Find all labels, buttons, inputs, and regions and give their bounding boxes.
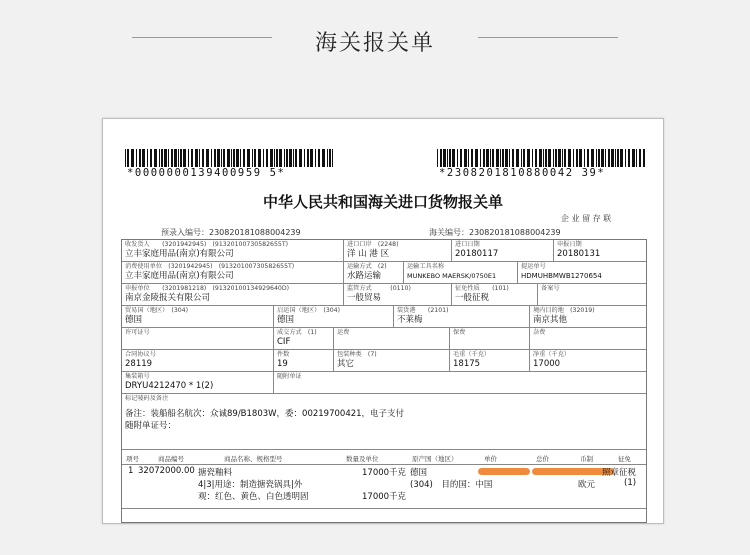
- cell-declarant: 申报单位 (3201981218) (91320100134929640D) 南京金陵报关有限公司: [122, 284, 344, 306]
- barcode-bar: [486, 149, 489, 167]
- goods-origin-2: (304) 目的国：中国: [410, 480, 493, 490]
- barcode-bar: [188, 149, 189, 167]
- barcode-bar: [573, 149, 574, 167]
- barcode-bar: [437, 149, 438, 167]
- goods-item-no: 1: [128, 466, 134, 476]
- cell-transport-mode: 运输方式 (2) 水路运输: [344, 262, 404, 284]
- barcode-bar: [329, 149, 331, 167]
- barcode-bar: [236, 149, 239, 167]
- goods-col-item: 项号: [126, 455, 139, 463]
- cell-record-no: 备案号: [538, 284, 646, 306]
- barcode-bar: [562, 149, 563, 167]
- barcode-bar: [164, 149, 167, 167]
- barcode-bar: [211, 149, 212, 167]
- barcode-bar: [223, 149, 225, 167]
- goods-bottom-rule: [122, 508, 646, 509]
- cell-load-port: 装货港 (2101) 不莱梅: [394, 306, 530, 328]
- barcode-bar: [523, 149, 525, 167]
- goods-header-rule: [122, 464, 646, 465]
- cell-pack-type: 包装种类 (7) 其它: [334, 350, 450, 372]
- barcode-bar: [505, 149, 508, 167]
- barcode-bar: [639, 149, 641, 167]
- cell-import-date: 进口日期 20180117: [452, 240, 554, 262]
- cell-tax-nature: 征免性质 (101) 一般征税: [452, 284, 538, 306]
- barcode-bar: [270, 149, 273, 167]
- barcode-bar: [545, 149, 547, 167]
- cell-consumer: 消费使用单位 (3201942945) (91320100730582655T) 立丰家庭用品(南京)有限公司: [122, 262, 344, 284]
- barcode-bar: [318, 149, 320, 167]
- cell-port: 进口口岸 (2248) 洋 山 港 区: [344, 240, 452, 262]
- barcode-bar: [168, 149, 169, 167]
- copy-label: 企 业 留 存 联: [561, 214, 612, 223]
- cell-freight: 运费: [334, 328, 450, 350]
- cell-license: 许可证号: [122, 328, 274, 350]
- barcode-bar: [587, 149, 589, 167]
- barcode-bar: [310, 149, 313, 167]
- barcode-bar: [263, 149, 264, 167]
- goods-name-line2: 4|3|用途：制造搪瓷锅具|外: [198, 480, 303, 490]
- cell-gross-weight: 毛重（千克） 18175: [450, 350, 530, 372]
- barcode-bar: [555, 149, 557, 167]
- barcode-bar: [584, 149, 585, 167]
- barcode-bar: [468, 149, 469, 167]
- barcode-bar: [147, 149, 148, 167]
- barcode-bar: [628, 149, 630, 167]
- goods-name-line3: 观：红色、黄色、白色透明固: [198, 492, 309, 502]
- barcode-left: [125, 149, 333, 167]
- barcode-bar: [543, 149, 544, 167]
- barcode-bar: [449, 149, 451, 167]
- barcode-bar: [617, 149, 619, 167]
- barcode-bar: [452, 149, 455, 167]
- goods-origin-1: 德国: [410, 468, 428, 478]
- barcode-bar: [591, 149, 594, 167]
- barcode-bar: [596, 149, 597, 167]
- barcode-bar: [252, 149, 253, 167]
- barcode-bar: [266, 149, 268, 167]
- barcode-bar: [171, 149, 173, 167]
- barcode-bar: [480, 149, 481, 167]
- cell-origin-country: 启运国（地区） (304) 德国: [274, 306, 394, 328]
- barcode-bar: [284, 149, 285, 167]
- cell-destination: 境内目的地 (32019) 南京其他: [530, 306, 646, 328]
- goods-col-currency: 币制: [580, 455, 593, 463]
- barcode-bar: [548, 149, 551, 167]
- barcode-bar: [286, 149, 288, 167]
- barcode-bar: [174, 149, 177, 167]
- cell-trade-terms: 成交方式 (1) CIF: [274, 328, 334, 350]
- cell-documents: 随附单证: [274, 372, 646, 394]
- barcode-bar: [608, 149, 610, 167]
- cell-packages: 件数 19: [274, 350, 334, 372]
- barcode-bar: [564, 149, 566, 167]
- barcode-bar: [502, 149, 504, 167]
- barcode-bar: [496, 149, 499, 167]
- cell-net-weight: 净重（千克） 17000: [530, 350, 646, 372]
- barcode-bar: [221, 149, 222, 167]
- goods-col-levy: 征免: [618, 455, 631, 463]
- barcode-bar: [625, 149, 626, 167]
- goods-col-origin: 原产国（地区）: [412, 455, 458, 463]
- cell-trade-country: 贸易国（地区） (304) 德国: [122, 306, 274, 328]
- barcode-bar: [553, 149, 554, 167]
- barcode-bar: [492, 149, 494, 167]
- barcode-bar: [307, 149, 309, 167]
- goods-hs-code: 32072000.00: [138, 466, 195, 476]
- goods-col-code: 商品编号: [158, 455, 184, 463]
- barcode-bar: [195, 149, 198, 167]
- barcode-bar: [500, 149, 501, 167]
- barcode-bar: [206, 149, 209, 167]
- barcode-bar: [161, 149, 163, 167]
- barcode-bar: [512, 149, 514, 167]
- cell-declare-date: 申报日期 20180131: [554, 240, 646, 262]
- barcode-bar: [611, 149, 614, 167]
- barcode-bar: [247, 149, 250, 167]
- barcode-bar: [535, 149, 537, 167]
- barcode-bar: [199, 149, 200, 167]
- goods-qty-2: 17000千克: [362, 492, 407, 502]
- barcode-bar: [159, 149, 160, 167]
- barcode-bar: [601, 149, 604, 167]
- barcode-bar: [139, 149, 141, 167]
- barcode-bar: [202, 149, 204, 167]
- barcode-bar: [558, 149, 561, 167]
- goods-col-name: 商品名称、规格型号: [224, 455, 283, 463]
- barcode-bar: [131, 149, 134, 167]
- barcode-bar: [483, 149, 485, 167]
- barcode-bar: [233, 149, 235, 167]
- barcode-bar: [295, 149, 297, 167]
- barcode-bar: [217, 149, 220, 167]
- barcode-bar: [632, 149, 635, 167]
- goods-levy-1: 照章征税: [602, 468, 637, 478]
- barcode-bar: [191, 149, 193, 167]
- barcode-bar: [180, 149, 182, 167]
- barcode-bar: [279, 149, 282, 167]
- heading-rule-right: [478, 37, 618, 38]
- goods-levy-2: (1): [624, 478, 637, 488]
- barcode-bar: [457, 149, 458, 167]
- goods-col-total: 总价: [536, 455, 549, 463]
- barcode-bar: [258, 149, 261, 167]
- barcode-bar: [440, 149, 442, 167]
- barcode-bar: [276, 149, 278, 167]
- barcode-bar: [539, 149, 542, 167]
- cell-transport-tool: 运输工具名称 MUNKEBO MAERSK/0750E1: [404, 262, 518, 284]
- barcode-bar: [299, 149, 302, 167]
- barcode-bar: [315, 149, 316, 167]
- barcode-bar: [643, 149, 645, 167]
- barcode-bar: [532, 149, 533, 167]
- barcode-bar: [231, 149, 232, 167]
- barcode-bar: [475, 149, 478, 167]
- barcode-bar: [620, 149, 623, 167]
- goods-qty-1: 17000千克: [362, 468, 407, 478]
- barcode-right: [437, 149, 645, 167]
- barcode-bar: [605, 149, 606, 167]
- cell-insurance: 保费: [450, 328, 530, 350]
- barcode-bar: [254, 149, 256, 167]
- goods-col-unit-price: 单价: [484, 455, 497, 463]
- barcode-bar: [142, 149, 145, 167]
- barcode-bar: [443, 149, 446, 167]
- barcode-bar: [471, 149, 473, 167]
- barcode-bar: [576, 149, 578, 167]
- barcode-bar: [240, 149, 241, 167]
- barcode-bar: [460, 149, 462, 167]
- barcode-bar: [490, 149, 491, 167]
- barcode-bar: [527, 149, 530, 167]
- cell-remarks: 标记唛码及备注 备注：装船船名航次：众诚89/B1803W，委：00219700421，电子支付 随附单证号：: [122, 394, 646, 450]
- barcode-bar: [579, 149, 582, 167]
- barcode-bar: [243, 149, 245, 167]
- barcode-bar: [568, 149, 571, 167]
- barcode-bar: [304, 149, 305, 167]
- barcode-bar: [509, 149, 510, 167]
- barcode-bar: [598, 149, 600, 167]
- barcode-bar: [615, 149, 616, 167]
- barcode-bar: [214, 149, 216, 167]
- goods-col-qty: 数量及单位: [346, 455, 379, 463]
- barcode-bar: [447, 149, 448, 167]
- pre-entry-number: 预录入编号：230820181088004239: [161, 228, 301, 237]
- barcode-bar: [464, 149, 467, 167]
- barcode-bar: [293, 149, 294, 167]
- barcode-bar: [154, 149, 157, 167]
- barcode-bar: [332, 149, 333, 167]
- cell-bill-no: 提运单号 HDMUHBMWB1270654: [518, 262, 646, 284]
- barcode-bar: [327, 149, 328, 167]
- barcode-bar: [183, 149, 186, 167]
- barcode-bar: [521, 149, 522, 167]
- barcode-bar: [636, 149, 637, 167]
- barcode-bar: [125, 149, 126, 167]
- customs-declaration-form: [102, 118, 664, 524]
- customs-number: 海关编号：230820181088004239: [429, 228, 561, 237]
- barcode-bar: [136, 149, 137, 167]
- cell-container: 集装箱号 DRYU4212470 * 1(2): [122, 372, 274, 394]
- barcode-bar: [516, 149, 519, 167]
- barcode-bar: [227, 149, 230, 167]
- goods-currency: 欧元: [578, 480, 596, 490]
- goods-name-line1: 搪瓷釉料: [198, 468, 233, 478]
- barcode-right-number: *2308201810880042 39*: [439, 167, 606, 179]
- page-heading: 海关报关单: [314, 31, 435, 56]
- cell-contract: 合同协议号 28119: [122, 350, 274, 372]
- barcode-bar: [127, 149, 129, 167]
- cell-consignee: 收发货人 (3201942945) (91320100730582655T) 立丰家庭用品(南京)有限公司: [122, 240, 344, 262]
- cell-misc: 杂费: [530, 328, 646, 350]
- barcode-left-number: *0000000139400959 5*: [127, 167, 286, 179]
- document-title: 中华人民共和国海关进口货物报关单: [262, 193, 503, 211]
- declaration-grid: [121, 239, 647, 523]
- barcode-bar: [274, 149, 275, 167]
- redacted-unit-price-highlight: [478, 468, 530, 475]
- cell-supervision: 监管方式 (0110) 一般贸易: [344, 284, 452, 306]
- barcode-bar: [178, 149, 179, 167]
- barcode-bar: [150, 149, 152, 167]
- barcode-bar: [289, 149, 292, 167]
- barcode-bar: [322, 149, 325, 167]
